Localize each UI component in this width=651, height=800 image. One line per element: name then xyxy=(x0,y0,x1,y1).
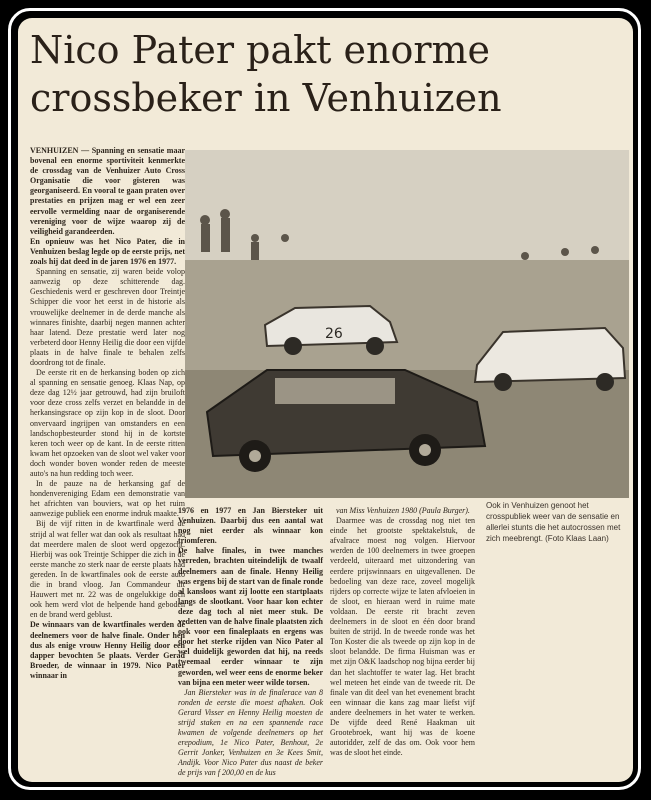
paragraph: De winnaars van de kwartfinales werden de deelnemers voor de halve finale. Onder hen dus als enige vrouw Henny Heilig door een dapper bevochten 5e plaats. Verder Gerad Broeder, de winnaar in 1979. Nico Pater winnaar in xyxy=(30,620,185,680)
paragraph: Jan Biersteker was in de finalerace van 8 ronden de eerste die moest afhaken. Ook Gerard Visser en Henny Heilig moesten de strijd staken en na een spannende race kwamen de volgende deelnemers op het erepodium, 1e Nico Pater, Benhout, 2e Gerrit Jonker, Venhuizen en 3e Kees Smit, Andijk. Voor Nico Pater dus naast de beker de prijs van f 200,00 en de kus xyxy=(178,687,323,778)
article-column-2 xyxy=(178,506,323,779)
paragraph: De halve finales, in twee manches verreden, brachten uiteindelijk de twaalf deelnemers aan de finale. Henny Heilig was ergens bij de start van de finale ronde al kansloos want zij lootte een startplaats langs de slootkant. Voor haar kon echter deze dag toch al niet meer stuk. De vedetten van de halve finale plaatsten zich ook voor een finaleplaats en ergens was door het sterke rijden van Nico Pater al wel duidelijk geworden dat hij, na reeds tweemaal eerder winnaar te zijn geworden, wel weer eens de enorme beker van bijna een meter weer wilde torsen. xyxy=(178,546,323,687)
paragraph: En opnieuw was het Nico Pater, die in Venhuizen beslag legde op de eerste prijs, net zoals hij dat deed in de jaren 1976 en 1977. xyxy=(30,236,185,267)
car-number: 26 xyxy=(325,326,343,342)
news-photo xyxy=(185,150,629,498)
paragraph: Daarmee was de crossdag nog niet ten einde het grootste spektakelstuk, de afvalrace moest nog volgen. Hiervoor werden de 100 deelnemers in twee groepen verdeeld, uiteraard met uitzondering van eerdere prijswinnaars en uitgevallenen. De bedoeling van deze race, zoveel mogelijk rijders op correcte wijze te laten afvloeien in de sloot, en hieraan werd in ruime mate voldaan. De eerste rit bracht zeven deelnemers in de sloot en één door brand buiten de strijd. In de tweede ronde was het Ton Koster die als tweede op zijn kop in de sloot belandde. De firma Huisman was er met zijn O&K laadschop nog bijna eerder bij dan het slachtoffer te water lag. Het bracht wel meteen het einde van de tweede rit. De finale van dit deel van het evenement bracht een winnaar die kans zag maar liefst vijf andere deelnemers in het water te werken. De vijfde deed René Haakman uit Grootebroek, want hij was de koene autoridder, zelf de das om. Ook voor hem was de sloot het einde. xyxy=(330,516,475,758)
paragraph: Bij de vijf ritten in de kwartfinale werd de strijd al wat feller wat dan ook als resultaat had dat meerdere malen de sloot werd opgezocht. Hierbij was ook Treintje Schipper die zich in de eerste manche zo sterk naar de eerste plaats had gereden. In de kwartfinales ook de eerste auto die in brand vloog. Jan Commandeur uit Hauwert met nr. 22 was de ongelukkige doch ook hem werd vlot de helpende hand geboden en de brand werd geblust. xyxy=(30,519,185,620)
paragraph: van Miss Venhuizen 1980 (Paula Burger). xyxy=(336,506,470,515)
paragraph: VENHUIZEN — Spanning en sensatie maar bovenal een enorme sportiviteit kenmerkte de crossdag van de Venhuizer Auto Cross Organisatie die voor gisteren was georganiseerd. En vooral te gaan praten over prestaties en prijzen mag er wel een zeer eervolle vermelding naar de organiserende vereniging voor de wijze waarop zij de veiligheid garandeerden. xyxy=(30,146,185,236)
paragraph: De eerste rit en de herkansing boden op zich al spanning en sensatie genoeg. Klaas Nap, op deze dag 12½ jaar getrouwd, had zijn bruiloft voor deze cross zelfs verzet en belandde in de herkansingsrace op zijn kop in de sloot. Door onvervaard ingrijpen van omstanders en een landschopbesteurder stond hij in de kortste keren toch weer op de kant. In de eerste ritten kwam het opzoeken van de sloot wel vaker voor doch wonder boven wonder reden de meeste auto's na hun redding toch weer. xyxy=(30,368,185,478)
photo-illustration xyxy=(185,150,629,498)
article-column-3 xyxy=(330,506,475,758)
paragraph: Spanning en sensatie, zij waren beide volop aanwezig op deze schitterende dag. Geschiedenis werd er geschreven door Treintje Schipper die voor het eerst in de historie als vrouwelijke deelnemer in de derde manche als winnares finishte, daarbij negen mannen achter haar latend. Deze prestatie werd later nog verbeterd door Henny Heilig die door een vijfde plaats in de halve finale te behalen zelfs doordrong tot de finale. xyxy=(30,267,185,367)
article-column-1 xyxy=(30,146,185,681)
paragraph: In de pauze na de herkansing gaf de hondenvereniging Edam een demonstratie van het africhten van bouviers, wat op het ruim aanwezige publiek een enorme indruk maakte. xyxy=(30,479,185,519)
headline: Nico Pater pakt enorme crossbeker in Venhuizen xyxy=(30,28,502,120)
newspaper-clipping xyxy=(18,18,633,782)
paragraph: 1976 en 1977 en Jan Biersteker uit Venhuizen. Daarbij dus een aantal wat nog niet eerder als winnaar kon triomferen. xyxy=(178,506,323,546)
photo-caption: Ook in Venhuizen genoot het crosspubliek weer van de sensatie en allerlei stunts die het autocrossen met zich meebrengt. (Foto Klaas Laan) xyxy=(486,501,621,543)
